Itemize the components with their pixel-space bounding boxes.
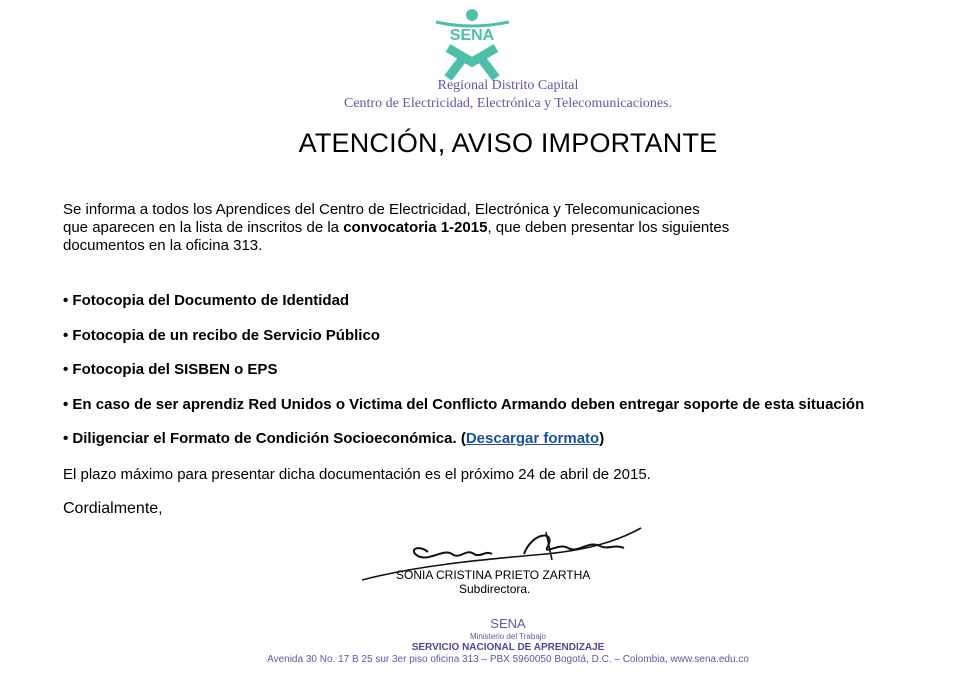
signer-name: SONIA CRISTINA PRIETO ZARTHA	[396, 568, 591, 582]
convocatoria-label: convocatoria 1-2015	[343, 219, 488, 236]
intro-line-2-a: que aparecen en la lista de inscritos de la	[63, 219, 344, 236]
bullet-formato-text: • Diligenciar el Formato de Condición Socioeconómica. (	[63, 430, 466, 447]
closing-text: Cordialmente,	[63, 500, 163, 517]
bullet-servicio-publico: • Fotocopia de un recibo de Servicio Público	[63, 327, 380, 344]
intro-line-1: Se informa a todos los Aprendices del Centro de Electricidad, Electrónica y Telecomunicaciones	[63, 201, 700, 218]
footer-sena: SENA	[490, 616, 526, 631]
bullet-identidad: • Fotocopia del Documento de Identidad	[63, 292, 350, 309]
bullet-formato-close: )	[599, 430, 605, 447]
page-title: ATENCIÓN, AVISO IMPORTANTE	[298, 128, 718, 158]
intro-line-3: documentos en la oficina 313.	[63, 237, 263, 254]
header-centro: Centro de Electricidad, Electrónica y Telecomunicaciones.	[343, 96, 672, 111]
intro-line-2	[63, 219, 729, 237]
intro-line-2-b: , que deben presentar los siguientes	[487, 219, 730, 236]
bullet-sisben: • Fotocopia del SISBEN o EPS	[63, 361, 278, 378]
logo-text: SENA	[449, 27, 495, 44]
footer-address: Avenida 30 No. 17 B 25 sur 3er piso oficina 313 – PBX 5960050 Bogotá, D.C. – Colombia, www.sena.edu.co	[267, 654, 749, 665]
download-format-link[interactable]: Descargar formato	[465, 430, 600, 447]
header-regional: Regional Distrito Capital	[437, 78, 579, 93]
footer-service: SERVICIO NACIONAL DE APRENDIZAJE	[411, 642, 605, 653]
bullet-formato	[63, 430, 604, 447]
sena-logo	[430, 8, 515, 80]
signer-role: Subdirectora.	[459, 582, 531, 596]
bullet-red-unidos: • En caso de ser aprendiz Red Unidos o Victima del Conflicto Armando deben entregar soporte de esta situación	[63, 396, 865, 413]
footer-ministry: Ministerio del Trabajo	[469, 632, 547, 641]
deadline-text: El plazo máximo para presentar dicha documentación es el próximo 24 de abril de 2015.	[63, 466, 651, 483]
